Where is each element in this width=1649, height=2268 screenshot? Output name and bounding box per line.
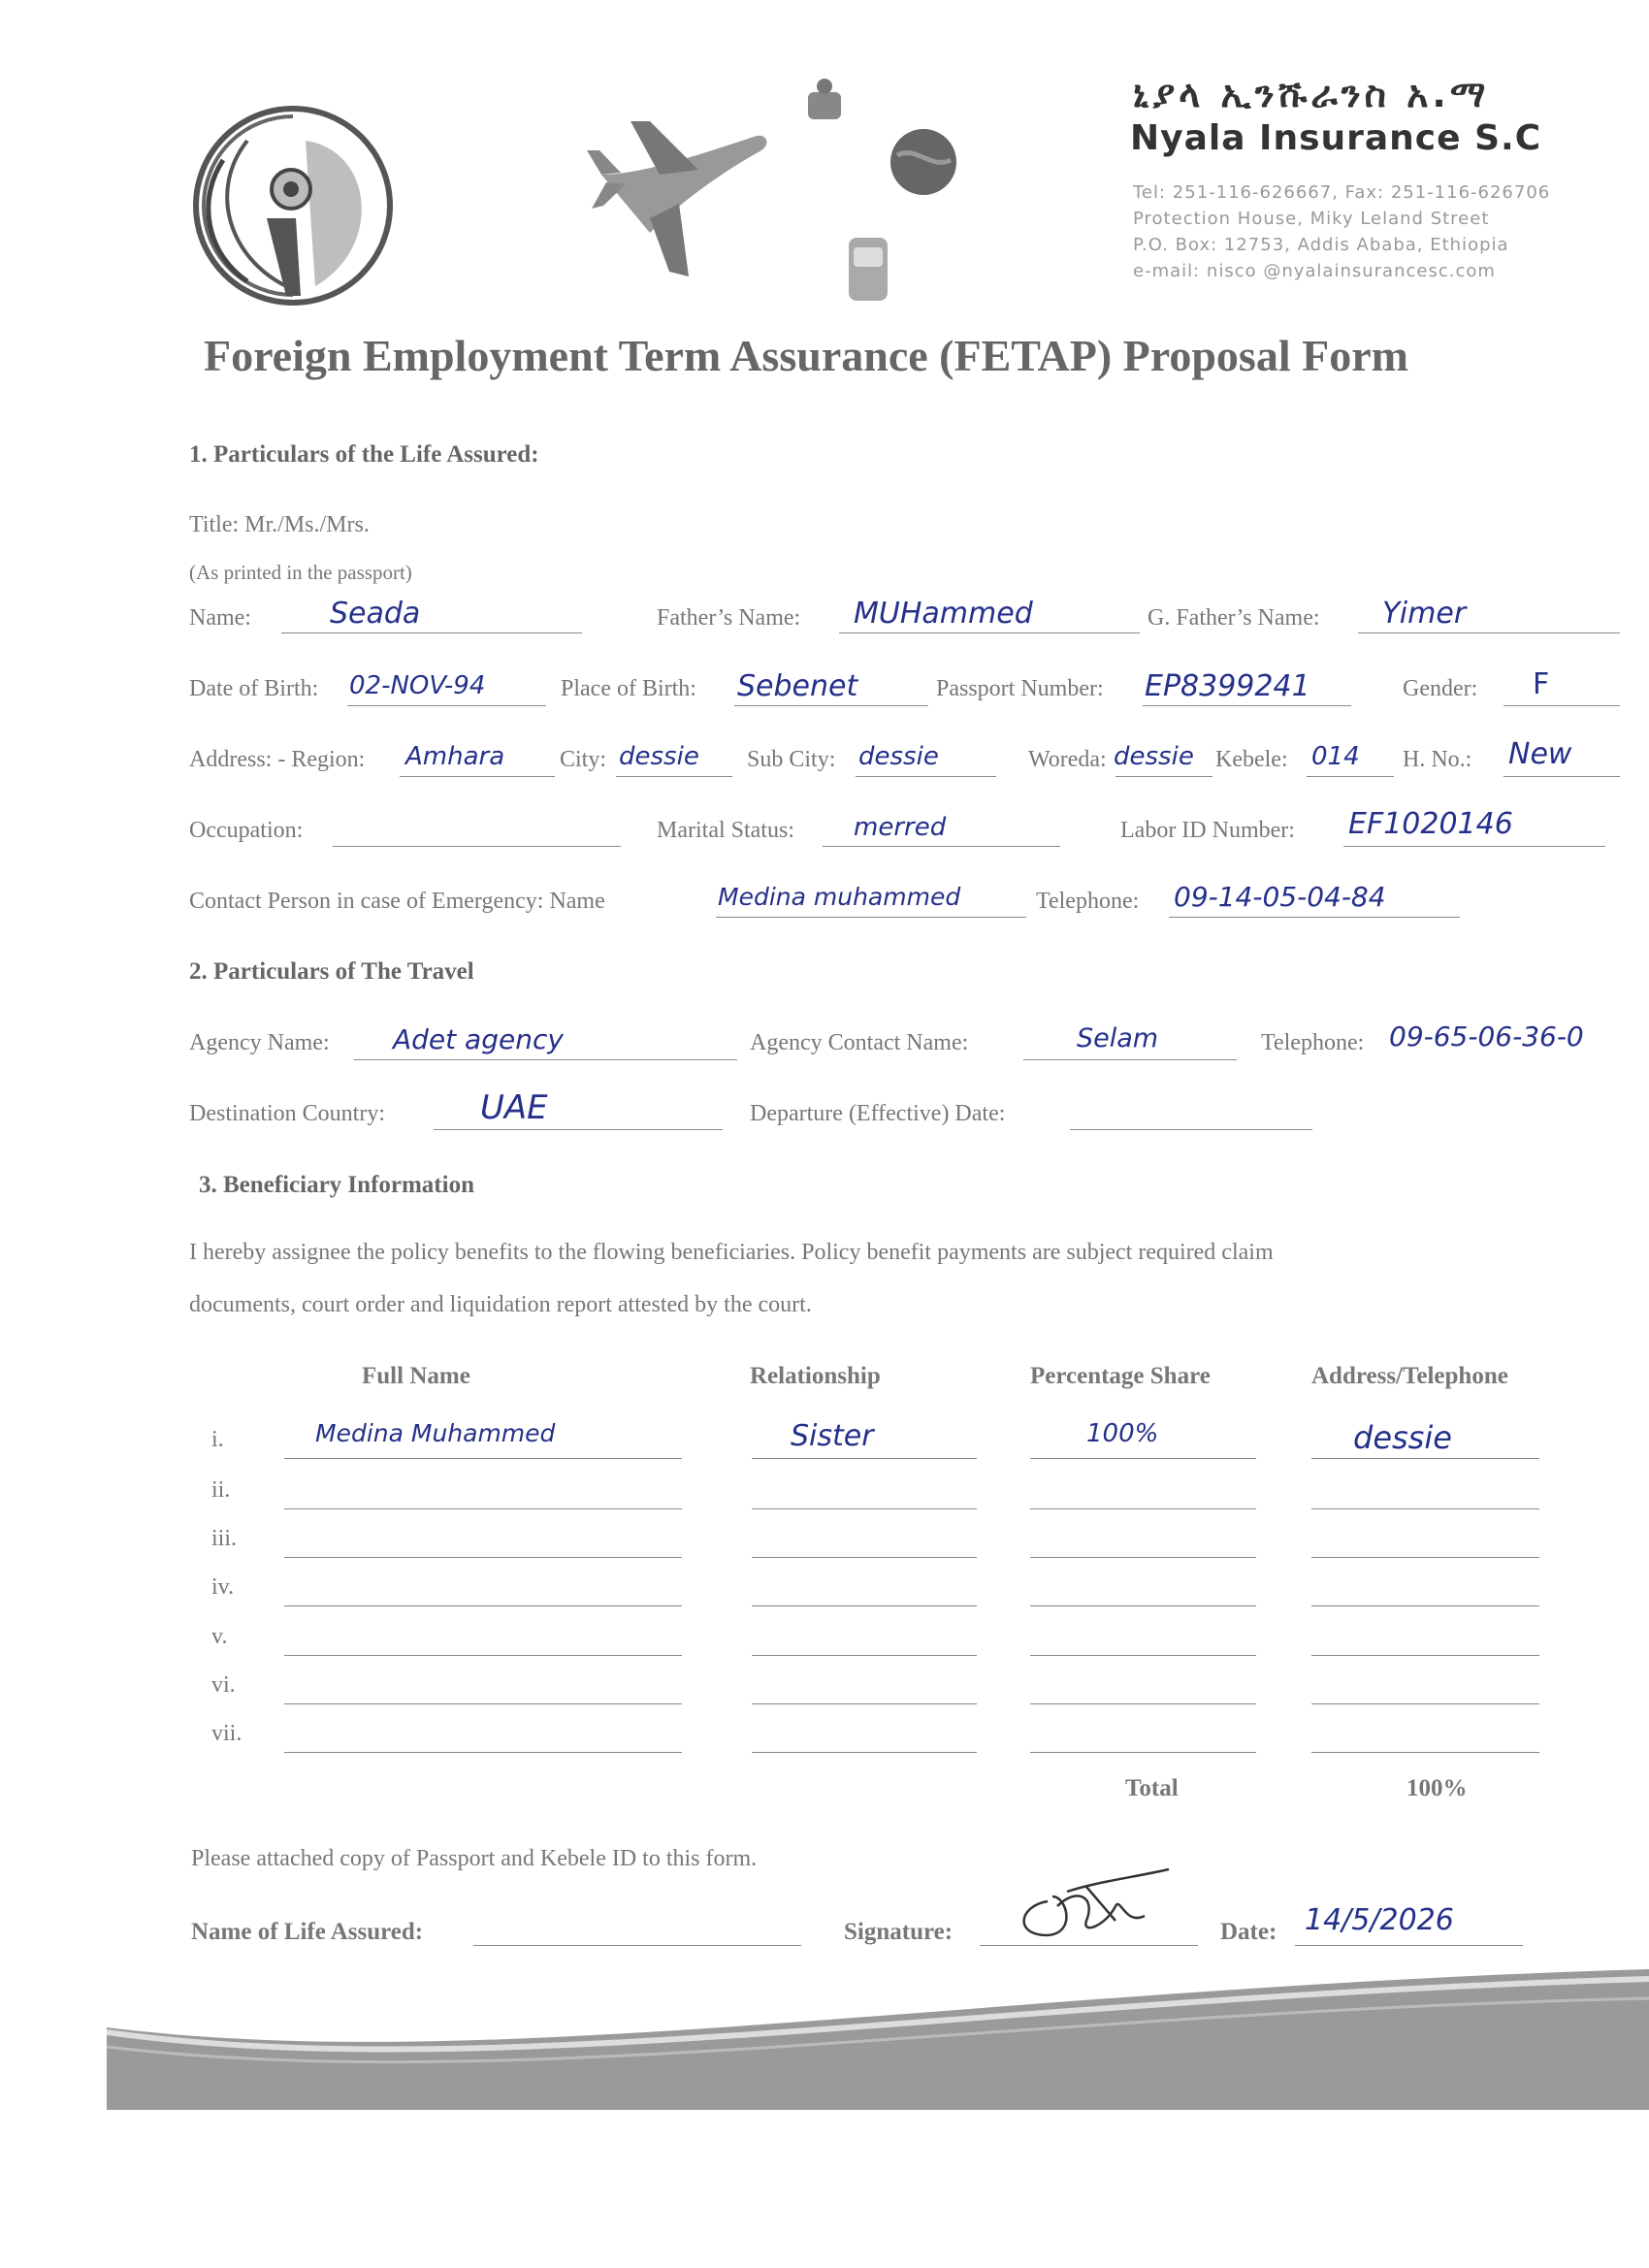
col-full-name: Full Name — [362, 1363, 470, 1389]
destination-label: Destination Country: — [189, 1101, 385, 1126]
attach-note: Please attached copy of Passport and Kebele ID to this form. — [191, 1846, 758, 1871]
beneficiary-share-field[interactable] — [1030, 1508, 1256, 1509]
house-number-field[interactable] — [1504, 776, 1620, 777]
row-number: vii. — [211, 1721, 242, 1746]
name-value: Seada — [330, 597, 421, 631]
departure-date-field[interactable] — [1070, 1129, 1312, 1130]
name-field[interactable] — [281, 632, 582, 633]
dob-field[interactable] — [347, 705, 546, 706]
beneficiary-share-field[interactable] — [1030, 1703, 1256, 1704]
gfather-name-label: G. Father’s Name: — [1148, 605, 1320, 631]
beneficiary-name-field[interactable] — [284, 1605, 682, 1606]
total-label: Total — [1125, 1775, 1179, 1801]
agency-contact-label: Agency Contact Name: — [750, 1030, 969, 1055]
mug-icon — [844, 233, 892, 306]
labor-id-field[interactable] — [1343, 846, 1605, 847]
title-label: Title: Mr./Ms./Mrs. — [189, 512, 370, 537]
beneficiary-address-field[interactable] — [1311, 1458, 1539, 1459]
region-field[interactable] — [400, 776, 555, 777]
beneficiary-relationship-field[interactable] — [752, 1557, 977, 1558]
company-name: Nyala Insurance S.C — [1130, 118, 1542, 158]
date-label: Date: — [1220, 1919, 1277, 1945]
beneficiary-share-value: 100% — [1086, 1419, 1159, 1448]
form-title: Foreign Employment Term Assurance (FETAP) Proposal Form — [204, 331, 1408, 380]
kebele-field[interactable] — [1307, 776, 1394, 777]
section3-heading: 3. Beneficiary Information — [199, 1172, 474, 1198]
footer-wave-band — [107, 1960, 1649, 2115]
row-number: iv. — [211, 1574, 235, 1600]
father-name-value: MUHammed — [854, 597, 1033, 631]
row-number: v. — [211, 1624, 228, 1649]
agency-telephone-label: Telephone: — [1261, 1030, 1365, 1055]
col-percentage-share: Percentage Share — [1030, 1363, 1211, 1389]
emergency-contact-field[interactable] — [716, 917, 1026, 918]
beneficiary-name-field[interactable] — [284, 1752, 682, 1753]
beneficiary-paragraph-line2: documents, court order and liquidation report attested by the court. — [189, 1292, 812, 1317]
col-relationship: Relationship — [750, 1363, 881, 1389]
city-value: dessie — [619, 742, 699, 771]
date-value: 14/5/2026 — [1305, 1903, 1454, 1937]
row-number: vi. — [211, 1672, 236, 1698]
name-of-life-assured-label: Name of Life Assured: — [191, 1919, 424, 1945]
beneficiary-relationship-field[interactable] — [752, 1655, 977, 1656]
beneficiary-relationship-field[interactable] — [752, 1458, 977, 1459]
total-value: 100% — [1406, 1775, 1468, 1801]
date-field[interactable] — [1295, 1945, 1523, 1946]
company-pobox: P.O. Box: 12753, Addis Ababa, Ethiopia — [1133, 235, 1509, 255]
marital-status-label: Marital Status: — [657, 818, 794, 843]
passport-number-field[interactable] — [1143, 705, 1351, 706]
pob-value: Sebenet — [737, 669, 858, 703]
occupation-field[interactable] — [333, 846, 621, 847]
father-name-field[interactable] — [839, 632, 1140, 633]
emergency-contact-label: Contact Person in case of Emergency: Name — [189, 889, 605, 914]
agency-telephone-value: 09-65-06-36-0 — [1389, 1021, 1584, 1053]
company-email: e-mail: nisco @nyalainsurancesc.com — [1133, 261, 1496, 281]
subcity-value: dessie — [858, 742, 939, 771]
passport-note: (As printed in the passport) — [189, 561, 412, 584]
gender-label: Gender: — [1403, 676, 1478, 701]
pob-field[interactable] — [734, 705, 928, 706]
beneficiary-address-value: dessie — [1353, 1419, 1452, 1456]
emergency-telephone-value: 09-14-05-04-84 — [1174, 881, 1386, 913]
signature-mark — [1009, 1867, 1193, 1955]
beneficiary-address-field[interactable] — [1311, 1703, 1539, 1704]
subcity-field[interactable] — [856, 776, 996, 777]
row-number: i. — [211, 1427, 224, 1452]
beneficiary-relationship-field[interactable] — [752, 1703, 977, 1704]
city-label: City: — [560, 747, 607, 772]
beneficiary-relationship-field[interactable] — [752, 1508, 977, 1509]
beneficiary-share-field[interactable] — [1030, 1655, 1256, 1656]
beneficiary-relationship-field[interactable] — [752, 1752, 977, 1753]
beneficiary-paragraph-line1: I hereby assignee the policy benefits to the flowing beneficiaries. Policy benefit payments are subject required claim — [189, 1240, 1274, 1265]
name-of-life-assured-field[interactable] — [473, 1945, 801, 1946]
beneficiary-address-field[interactable] — [1311, 1508, 1539, 1509]
company-address: Protection House, Miky Leland Street — [1133, 209, 1490, 229]
marital-status-value: merred — [854, 813, 947, 842]
row-number: iii. — [211, 1526, 238, 1551]
beneficiary-address-field[interactable] — [1311, 1655, 1539, 1656]
labor-id-label: Labor ID Number: — [1120, 818, 1295, 843]
company-tel: Tel: 251-116-626667, Fax: 251-116-626706 — [1133, 182, 1551, 203]
subcity-label: Sub City: — [747, 747, 836, 772]
crown-icon — [800, 73, 849, 126]
agency-name-field[interactable] — [354, 1059, 737, 1060]
gfather-name-value: Yimer — [1382, 597, 1467, 631]
agency-name-label: Agency Name: — [189, 1030, 330, 1055]
beneficiary-address-field[interactable] — [1311, 1752, 1539, 1753]
house-number-value: New — [1508, 737, 1572, 771]
labor-id-value: EF1020146 — [1348, 807, 1513, 841]
beneficiary-name-field[interactable] — [284, 1703, 682, 1704]
beneficiary-share-field[interactable] — [1030, 1557, 1256, 1558]
house-number-label: H. No.: — [1403, 747, 1472, 772]
beneficiary-address-field[interactable] — [1311, 1557, 1539, 1558]
passport-number-label: Passport Number: — [936, 676, 1104, 701]
beneficiary-address-field[interactable] — [1311, 1605, 1539, 1606]
agency-name-value: Adet agency — [393, 1023, 564, 1055]
marital-status-field[interactable] — [823, 846, 1060, 847]
signature-label: Signature: — [844, 1919, 954, 1945]
beneficiary-name-field[interactable] — [284, 1557, 682, 1558]
passport-number-value: EP8399241 — [1145, 669, 1310, 703]
kebele-value: 014 — [1311, 742, 1360, 771]
pob-label: Place of Birth: — [561, 676, 696, 701]
col-address-telephone: Address/Telephone — [1311, 1363, 1508, 1389]
agency-contact-field[interactable] — [1023, 1059, 1237, 1060]
row-number: ii. — [211, 1477, 231, 1503]
company-amharic-name: ኒያላ ኢንሹራንስ አ.ማ — [1133, 73, 1490, 115]
airplane-icon — [582, 116, 776, 281]
name-label: Name: — [189, 605, 251, 631]
beneficiary-share-field[interactable] — [1030, 1605, 1256, 1606]
beneficiary-name-field[interactable] — [284, 1508, 682, 1509]
section2-heading: 2. Particulars of The Travel — [189, 958, 474, 985]
emergency-telephone-field[interactable] — [1169, 917, 1460, 918]
dob-label: Date of Birth: — [189, 676, 319, 701]
beneficiary-share-field[interactable] — [1030, 1458, 1256, 1459]
destination-field[interactable] — [434, 1129, 723, 1130]
kebele-label: Kebele: — [1215, 747, 1288, 772]
gender-field[interactable] — [1504, 705, 1620, 706]
globe-icon — [888, 126, 960, 199]
emergency-contact-value: Medina muhammed — [718, 883, 961, 911]
father-name-label: Father’s Name: — [657, 605, 801, 631]
region-value: Amhara — [405, 742, 505, 771]
section1-heading: 1. Particulars of the Life Assured: — [189, 441, 539, 468]
occupation-label: Occupation: — [189, 818, 304, 843]
beneficiary-name-value: Medina Muhammed — [315, 1419, 556, 1447]
gender-value: F — [1533, 667, 1550, 701]
emergency-telephone-label: Telephone: — [1036, 889, 1140, 914]
beneficiary-share-field[interactable] — [1030, 1752, 1256, 1753]
agency-contact-value: Selam — [1077, 1023, 1159, 1053]
region-label: Address: - Region: — [189, 747, 366, 772]
beneficiary-name-field[interactable] — [284, 1458, 682, 1459]
woreda-field[interactable] — [1116, 776, 1212, 777]
woreda-label: Woreda: — [1028, 747, 1107, 772]
destination-value: UAE — [480, 1088, 548, 1127]
beneficiary-relationship-value: Sister — [791, 1419, 874, 1453]
city-field[interactable] — [616, 776, 732, 777]
beneficiary-name-field[interactable] — [284, 1655, 682, 1656]
gfather-name-field[interactable] — [1358, 632, 1620, 633]
woreda-value: dessie — [1114, 742, 1194, 771]
nyala-logo — [189, 102, 398, 310]
departure-date-label: Departure (Effective) Date: — [750, 1101, 1006, 1126]
beneficiary-relationship-field[interactable] — [752, 1605, 977, 1606]
dob-value: 02-NOV-94 — [349, 671, 486, 700]
